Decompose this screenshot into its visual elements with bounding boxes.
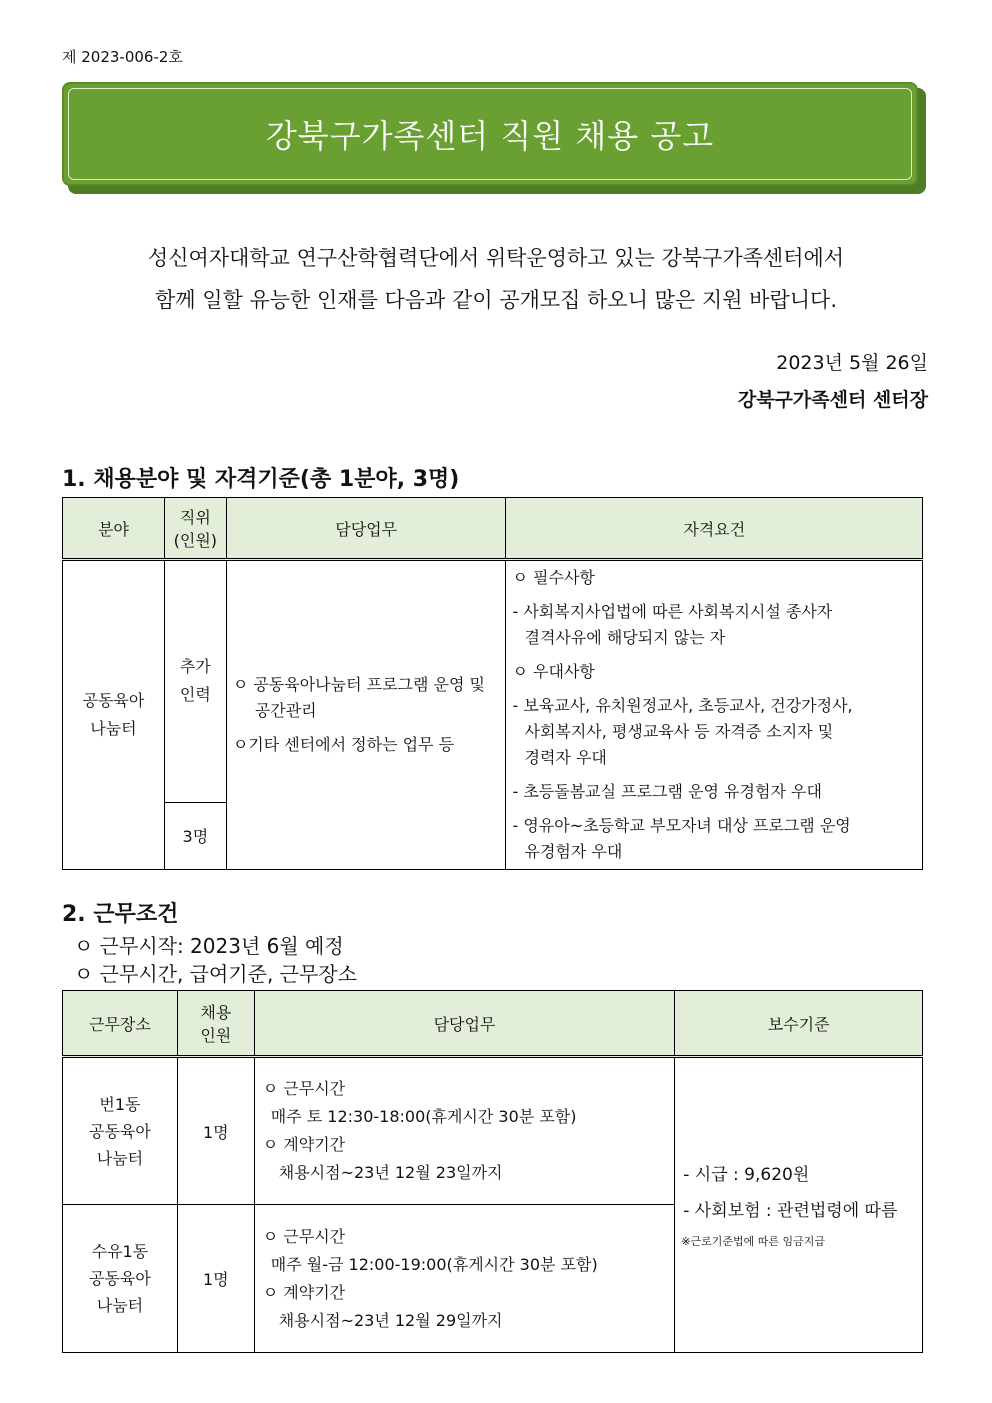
- hire-count-2: 1명: [177, 1205, 254, 1353]
- duties-cell-2: [254, 1205, 675, 1353]
- contract-1: 채용시점~23년 12월 23일까지: [278, 1163, 503, 1182]
- position-line2: 인력: [179, 685, 211, 705]
- hours-title-2: ㅇ 근무시간: [262, 1226, 346, 1246]
- header-requirements: 자격요건: [506, 498, 923, 560]
- working-conditions-table: [62, 990, 923, 1353]
- place-cell-1: [63, 1057, 178, 1205]
- requirements-cell: [506, 560, 923, 870]
- req-pref-1c: 경력자 우대: [524, 748, 607, 767]
- req-pref-title: ㅇ 우대사항: [512, 662, 595, 681]
- header-pay: 보수기준: [675, 991, 923, 1057]
- contract-title-2: ㅇ 계약기간: [262, 1282, 346, 1302]
- pay-note: ※근로기준법에 따른 임금지급: [681, 1235, 825, 1248]
- field-line1: 공동육아: [82, 691, 145, 710]
- hire-count-1: 1명: [177, 1057, 254, 1205]
- header-field: 분야: [63, 498, 165, 560]
- place-1-line3: 나눔터: [96, 1148, 144, 1168]
- work-start: ㅇ 근무시작: 2023년 6월 예정: [74, 934, 344, 958]
- work-items: ㅇ 근무시간, 급여기준, 근무장소: [74, 962, 357, 986]
- hours-1: 매주 토 12:30-18:00(휴게시간 30분 포함): [270, 1107, 577, 1126]
- header-position-line1: 직위: [179, 508, 211, 527]
- header-hire-line1: 채용: [200, 1003, 232, 1022]
- place-1-line2: 공동육아: [89, 1121, 151, 1141]
- section-2-title: 2. 근무조건: [62, 902, 179, 927]
- place-2-line3: 나눔터: [96, 1296, 144, 1315]
- duties-cell: [226, 560, 506, 870]
- header-position: [164, 498, 226, 560]
- req-pref-2: - 초등돌봄교실 프로그램 운영 유경험자 우대: [512, 782, 822, 801]
- intro-line-1: 성신여자대학교 연구산학협력단에서 위탁운영하고 있는 강북구가족센터에서: [147, 246, 845, 270]
- contract-2: 채용시점~23년 12월 29일까지: [278, 1310, 503, 1330]
- recruitment-table: [62, 497, 923, 870]
- req-required-title: ㅇ 필수사항: [512, 568, 595, 587]
- field-line2: 나눔터: [90, 719, 137, 738]
- duty-2: ㅇ기타 센터에서 정하는 업무 등: [232, 735, 455, 754]
- place-cell-2: [63, 1205, 178, 1353]
- signer: 강북구가족센터 센터장: [737, 389, 928, 411]
- place-2-line2: 공동육아: [89, 1269, 151, 1288]
- req-pref-1b: 사회복지사, 평생교육사 등 자격증 소지자 및: [524, 722, 834, 741]
- pay-wage: - 시급 : 9,620원: [683, 1165, 810, 1185]
- req-pref-3b: 유경험자 우대: [524, 842, 623, 861]
- header-hire-line2: 인원: [200, 1026, 232, 1045]
- field-cell: [63, 560, 165, 870]
- req-pref-3a: - 영유아~초등학교 부모자녀 대상 프로그램 운영: [512, 816, 851, 835]
- pay-cell: [675, 1057, 923, 1353]
- header-position-line2: (인원): [173, 531, 218, 550]
- header-duties-2: 담당업무: [254, 991, 675, 1057]
- duties-cell-1: [254, 1057, 675, 1205]
- req-pref-1a: - 보육교사, 유치원정교사, 초등교사, 건강가정사,: [512, 696, 853, 715]
- position-cell: [164, 560, 226, 803]
- document-number: 제 2023-006-2호: [62, 48, 183, 66]
- header-place: 근무장소: [63, 991, 178, 1057]
- place-1-line1: 번1동: [99, 1094, 141, 1114]
- announcement-date: 2023년 5월 26일: [776, 352, 928, 374]
- count-cell: 3명: [164, 802, 226, 869]
- place-2-line1: 수유1동: [91, 1242, 149, 1261]
- hours-2: 매주 월-금 12:00-19:00(휴게시간 30분 포함): [270, 1254, 598, 1274]
- duty-1-cont: 공간관리: [254, 701, 317, 720]
- page-title: 강북구가족센터 직원 채용 공고: [265, 117, 715, 155]
- contract-title-1: ㅇ 계약기간: [262, 1135, 346, 1154]
- hours-title-1: ㅇ 근무시간: [262, 1079, 346, 1098]
- req-required-1a: - 사회복지사업법에 따른 사회복지시설 종사자: [512, 602, 833, 621]
- title-banner: [62, 82, 918, 186]
- header-hire: [177, 991, 254, 1057]
- pay-insurance: - 사회보험 : 관련법령에 따름: [683, 1201, 898, 1221]
- req-required-1b: 결격사유에 해당되지 않는 자: [524, 628, 726, 647]
- intro-line-2: 함께 일할 유능한 인재를 다음과 같이 공개모집 하오니 많은 지원 바랍니다.: [154, 288, 837, 312]
- section-1-title: 1. 채용분야 및 자격기준(총 1분야, 3명): [62, 467, 460, 492]
- header-duties: 담당업무: [226, 498, 506, 560]
- position-line1: 추가: [179, 657, 211, 677]
- duty-1: ㅇ 공동육아나눔터 프로그램 운영 및: [232, 675, 485, 694]
